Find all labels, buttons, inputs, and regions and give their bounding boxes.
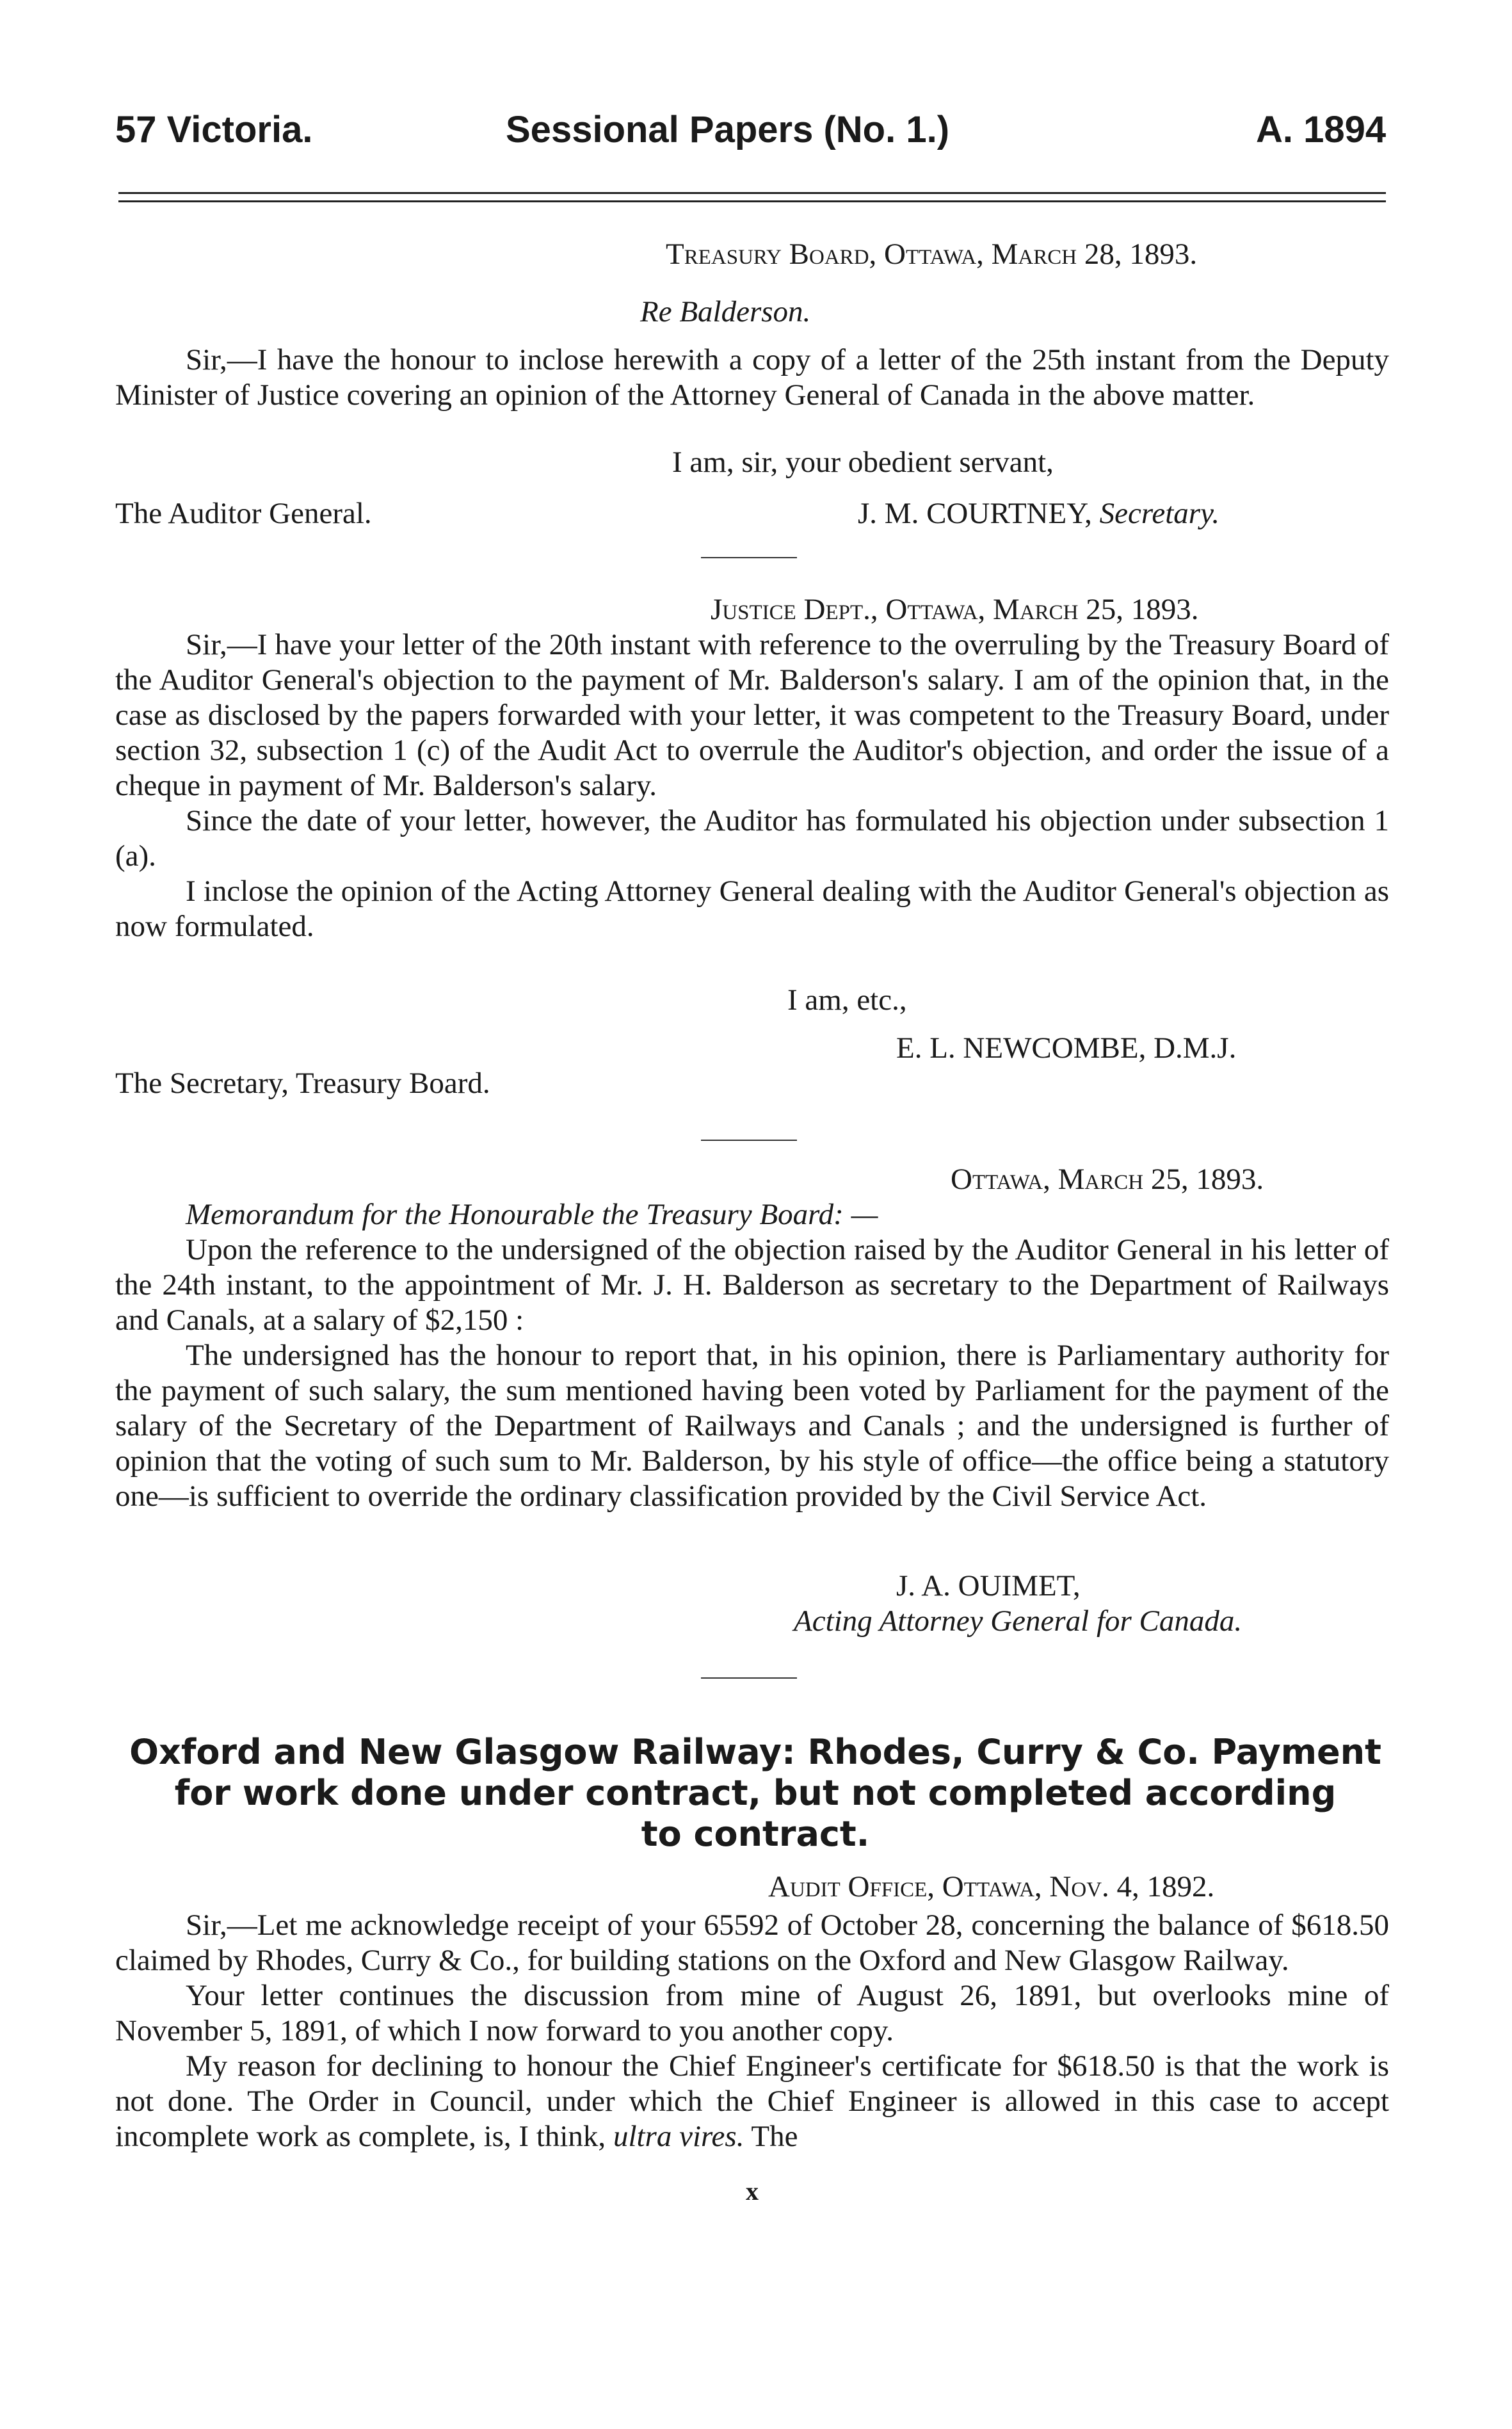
letter2-addressee: The Secretary, Treasury Board. <box>115 1067 490 1100</box>
section-heading-line-1: Oxford and New Glasgow Railway: Rhodes, Curry & Co. Payment <box>129 1732 1381 1772</box>
letter1-paragraph: Sir,—I have the honour to inclose herewith a copy of a letter of the 25th instant from the Deputy Minister of Justice covering an opinion of the Attorney General of Canada in the above matter. <box>115 343 1389 412</box>
audit-letter-paragraph-3-end: The <box>751 2120 798 2153</box>
audit-letter-body <box>115 1908 1389 2154</box>
letter1-signer-name: J. M. COURTNEY, <box>858 497 1092 530</box>
separator-rule <box>701 1140 797 1141</box>
audit-letter-paragraph-3-text: My reason for declining to honour the Chief Engineer's certificate for $618.50 is that the work is not done. The Order in Council, under which the Chief Engineer is allowed in this case to accept incomplete work as complete, is, I think, <box>115 2049 1389 2153</box>
letter1-re-line: Re Balderson. <box>640 295 811 328</box>
separator-rule <box>701 557 797 558</box>
audit-letter-latin-phrase: ultra vires. <box>613 2120 744 2153</box>
memo-signer-title: Acting Attorney General for Canada. <box>794 1604 1243 1638</box>
header-rule-bottom <box>118 200 1386 202</box>
audit-letter-paragraph-1: Sir,—Let me acknowledge receipt of your 65592 of October 28, concerning the balance of $618.50 claimed by Rhodes, Curry & Co., for building stations on the Oxford and New Glasgow Railway. <box>115 1908 1389 1977</box>
letter1-dateline: Treasury Board, Ottawa, March 28, 1893. <box>666 238 1198 271</box>
header-year: A. 1894 <box>1256 109 1387 150</box>
letter2-paragraph-2: Since the date of your letter, however, the Auditor has formulated his objection under subsection 1 (a). <box>115 804 1389 873</box>
section-heading-line-3: to contract. <box>641 1814 870 1854</box>
letter1-body <box>115 343 1389 413</box>
memo-paragraph-2: The undersigned has the honour to report that, in his opinion, there is Parliamentary authority for the payment of such salary, the sum mentioned having been voted by Parliament for the payment of the salary of the Secretary of the Department of Railways and Canals ; and the undersigned is further of opinion that the voting of such sum to Mr. Balderson, by his style of office—the office being a statutory one—is sufficient to override the ordinary classification provided by the Civil Service Act. <box>115 1339 1389 1513</box>
separator-rule <box>701 1677 797 1679</box>
letter2-body <box>115 627 1389 944</box>
memo-body <box>115 1232 1389 1514</box>
audit-letter-dateline: Audit Office, Ottawa, Nov. 4, 1892. <box>768 1870 1215 1903</box>
letter1-signer-title: Secretary. <box>1099 497 1220 530</box>
letter1-closing: I am, sir, your obedient servant, <box>672 446 1054 479</box>
letter1-signature <box>858 496 1219 531</box>
memo-paragraph-1: Upon the reference to the undersigned of the objection raised by the Auditor General in his letter of the 24th instant, to the appointment of Mr. J. H. Balderson as secretary to the Department of Railways and Canals, at a salary of $2,150 : <box>115 1233 1389 1337</box>
page-mark: x <box>746 2177 759 2206</box>
audit-letter-paragraph-2: Your letter continues the discussion from mine of August 26, 1891, but overlooks mine of November 5, 1891, of which I now forward to you another copy. <box>115 1979 1389 2047</box>
section-heading <box>115 1732 1395 1855</box>
letter2-closing: I am, etc., <box>787 983 907 1017</box>
header-session: 57 Victoria. <box>115 109 313 150</box>
letter2-paragraph-1: Sir,—I have your letter of the 20th instant with reference to the overruling by the Treasury Board of the Auditor General's objection to the payment of Mr. Balderson's salary. I am of the opinion that, in the case as disclosed by the papers forwarded with your letter, it was competent to the Treasury Board, under section 32, subsection 1 (c) of the Audit Act to overrule the Auditor's objection, and order the issue of a cheque in payment of Mr. Balderson's salary. <box>115 628 1389 802</box>
header-sessional-papers: Sessional Papers (No. 1.) <box>506 109 950 150</box>
memo-heading: Memorandum for the Honourable the Treasury Board: — <box>186 1198 878 1231</box>
letter2-dateline: Justice Dept., Ottawa, March 25, 1893. <box>711 593 1199 626</box>
header-rule-top <box>118 192 1386 194</box>
section-heading-line-2: for work done under contract, but not completed according <box>174 1773 1337 1813</box>
audit-letter-paragraph-3 <box>115 2049 1389 2154</box>
letter1-addressee: The Auditor General. <box>115 497 372 530</box>
letter2-signature: E. L. NEWCOMBE, D.M.J. <box>896 1031 1237 1065</box>
memo-signer-name: J. A. OUIMET, <box>896 1569 1081 1602</box>
memo-dateline: Ottawa, March 25, 1893. <box>951 1163 1264 1196</box>
letter2-paragraph-3: I inclose the opinion of the Acting Attorney General dealing with the Auditor General's objection as now formulated. <box>115 875 1389 943</box>
